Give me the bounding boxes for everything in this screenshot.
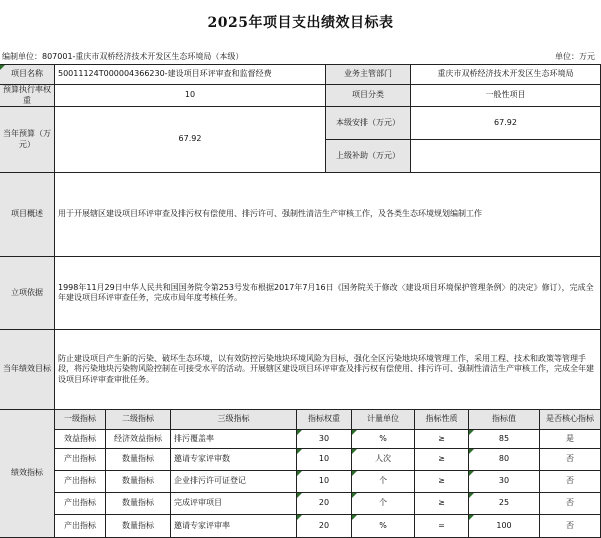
row3-level1: 产出指标 [55, 471, 106, 493]
local-arrangement-label: 本级安排（万元） [326, 107, 411, 140]
row4-weight: 20 [297, 493, 352, 515]
overview-value: 用于开展辖区建设项目环评审查及排污权有偿使用、排污许可、强制性清洁生产审核工作，及各类生态环境规划编制工作 [55, 173, 601, 257]
row5-level2: 数量指标 [106, 515, 171, 538]
budget-weight-value: 10 [55, 85, 326, 107]
performance-table [0, 64, 601, 538]
overview-label: 项目概述 [0, 173, 55, 257]
local-arrangement-value: 67.92 [411, 107, 601, 140]
row4-value: 25 [469, 493, 540, 515]
current-budget-label: 当年预算（万元） [0, 107, 55, 173]
row2-nature: ≥ [415, 449, 469, 471]
project-name-label: 项目名称 [0, 65, 55, 85]
row2-weight: 10 [297, 449, 352, 471]
row5-weight: 20 [297, 515, 352, 538]
basis-value: 1998年11月29日中华人民共和国国务院令第253号发布根据2017年7月16日《国务院关于修改〈建设项目环境保护管理条例〉的决定》修订），完成全年建设项目环评审查任务，完成市局年度考核任务。 [55, 257, 601, 330]
category-value: 一般性项目 [411, 85, 601, 107]
dept-value: 重庆市双桥经济技术开发区生态环境局 [411, 65, 601, 85]
row2-level1: 产出指标 [55, 449, 106, 471]
header-unit: 计量单位 [352, 410, 415, 430]
row4-level3: 完成评审项目 [171, 493, 297, 515]
row1-level3: 排污覆盖率 [171, 430, 297, 449]
budget-weight-label: 预算执行率权重 [0, 85, 55, 107]
project-name-value: 50011124T000004366230-建设项目环评审查和监督经费 [55, 65, 326, 85]
row1-core: 是 [540, 430, 601, 449]
row2-level2: 数量指标 [106, 449, 171, 471]
indicators-label: 绩效指标 [0, 410, 55, 538]
row1-weight: 30 [297, 430, 352, 449]
row5-level1: 产出指标 [55, 515, 106, 538]
row3-level2: 数量指标 [106, 471, 171, 493]
basis-label: 立项依据 [0, 257, 55, 330]
currency-unit: 单位：万元 [555, 52, 595, 61]
row4-unit: 个 [352, 493, 415, 515]
header-value: 指标值 [469, 410, 540, 430]
row3-unit: 个 [352, 471, 415, 493]
row1-unit: % [352, 430, 415, 449]
row4-core: 否 [540, 493, 601, 515]
target-value: 防止建设项目产生新的污染、破坏生态环境，以有效防控污染地块环境风险为目标，强化全区污染地块环境管理工作，采用工程、技术和政策等管理手段，将污染地块污染物风险控制在可接受水平的活动。开展辖区建设项目环评审查及排污权有偿使用、排污许可、强制性清洁生产审核工作，完成全年建设项目环评审查审批任务。 [55, 330, 601, 410]
unit-value: 807001-重庆市双桥经济技术开发区生态环境局（本级） [42, 52, 244, 61]
unit-info [2, 51, 243, 62]
category-label: 项目分类 [326, 85, 411, 107]
page-title: 2025年项目支出绩效目标表 [207, 15, 394, 31]
header-nature: 指标性质 [415, 410, 469, 430]
row4-level1: 产出指标 [55, 493, 106, 515]
unit-label: 编制单位： [2, 52, 42, 61]
current-budget-value: 67.92 [55, 107, 326, 173]
row1-level2: 经济效益指标 [106, 430, 171, 449]
row5-nature: = [415, 515, 469, 538]
header-level2: 二级指标 [106, 410, 171, 430]
row1-level1: 效益指标 [55, 430, 106, 449]
row2-level3: 邀请专家评审数 [171, 449, 297, 471]
superior-subsidy-value [411, 140, 601, 173]
row3-value: 30 [469, 471, 540, 493]
row3-weight: 10 [297, 471, 352, 493]
row3-nature: ≥ [415, 471, 469, 493]
row2-core: 否 [540, 449, 601, 471]
dept-label: 业务主管部门 [326, 65, 411, 85]
row4-level2: 数量指标 [106, 493, 171, 515]
row5-value: 100 [469, 515, 540, 538]
header-core: 是否核心指标 [540, 410, 601, 430]
row1-value: 85 [469, 430, 540, 449]
superior-subsidy-label: 上级补助（万元） [326, 140, 411, 173]
row2-unit: 人次 [352, 449, 415, 471]
row3-level3: 企业排污许可证登记 [171, 471, 297, 493]
header-level1: 一级指标 [55, 410, 106, 430]
row5-unit: % [352, 515, 415, 538]
row2-value: 80 [469, 449, 540, 471]
row4-nature: ≥ [415, 493, 469, 515]
row3-core: 否 [540, 471, 601, 493]
row5-level3: 邀请专家评审率 [171, 515, 297, 538]
row5-core: 否 [540, 515, 601, 538]
header-level3: 三级指标 [171, 410, 297, 430]
row1-nature: ≥ [415, 430, 469, 449]
target-label: 当年绩效目标 [0, 330, 55, 410]
header-weight: 指标权重 [297, 410, 352, 430]
